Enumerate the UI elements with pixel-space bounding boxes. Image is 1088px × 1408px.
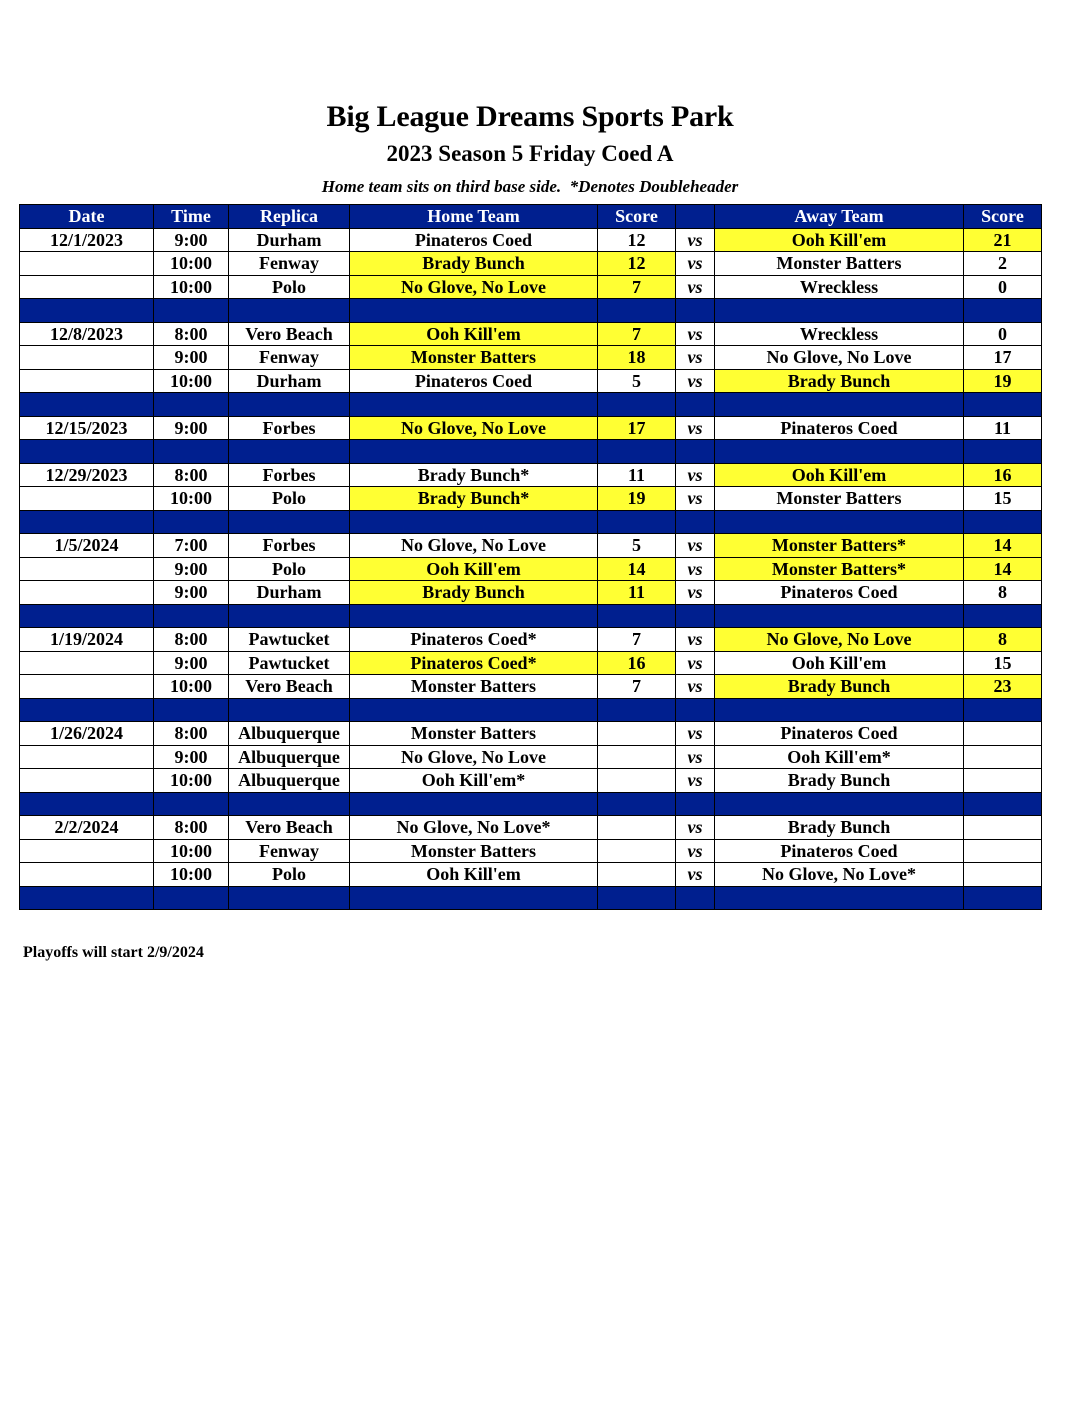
spacer-row [20,886,1042,910]
spacer-cell [154,299,229,323]
game-row [20,722,1042,746]
date-cell [20,863,154,887]
home-team-cell: Brady Bunch* [350,463,598,487]
home-score-cell: 16 [598,651,676,675]
replica-cell: Fenway [229,839,350,863]
game-row [20,745,1042,769]
spacer-cell [964,299,1042,323]
time-cell: 10:00 [154,369,229,393]
home-score-cell [598,769,676,793]
spacer-cell [598,792,676,816]
away-score-cell: 23 [964,675,1042,699]
spacer-cell [964,604,1042,628]
date-cell: 1/26/2024 [20,722,154,746]
home-team-cell: Brady Bunch [350,252,598,276]
home-team-cell: Brady Bunch [350,581,598,605]
spacer-cell [154,510,229,534]
away-score-cell: 14 [964,534,1042,558]
col-header-home-team: Home Team [350,205,598,229]
game-row [20,487,1042,511]
game-row [20,275,1042,299]
spacer-cell [154,886,229,910]
spacer-cell [154,440,229,464]
vs-cell: vs [676,346,715,370]
date-cell: 1/5/2024 [20,534,154,558]
header-row [20,205,1042,229]
vs-cell: vs [676,816,715,840]
time-cell: 9:00 [154,581,229,605]
col-header-away-score: Score [964,205,1042,229]
game-row [20,557,1042,581]
spacer-cell [715,604,964,628]
col-header-replica: Replica [229,205,350,229]
away-score-cell: 15 [964,487,1042,511]
away-score-cell: 17 [964,346,1042,370]
replica-cell: Polo [229,557,350,581]
vs-cell: vs [676,534,715,558]
home-team-cell: Ooh Kill'em [350,863,598,887]
away-score-cell: 11 [964,416,1042,440]
spacer-cell [20,393,154,417]
vs-cell: vs [676,228,715,252]
page-subtitle: 2023 Season 5 Friday Coed A [386,141,674,166]
home-team-cell: Pinateros Coed* [350,651,598,675]
time-cell: 10:00 [154,252,229,276]
home-score-cell: 7 [598,322,676,346]
home-team-cell: No Glove, No Love [350,534,598,558]
spacer-cell [598,886,676,910]
away-score-cell [964,769,1042,793]
away-team-cell: Brady Bunch [715,769,964,793]
playoffs-footer: Playoffs will start 2/9/2024 [23,944,204,961]
home-team-cell: Monster Batters [350,346,598,370]
spacer-cell [715,698,964,722]
home-score-cell: 11 [598,463,676,487]
vs-cell: vs [676,651,715,675]
replica-cell: Albuquerque [229,722,350,746]
spacer-row [20,510,1042,534]
spacer-cell [598,393,676,417]
spacer-cell [350,440,598,464]
spacer-row [20,393,1042,417]
home-score-cell: 19 [598,487,676,511]
time-cell: 8:00 [154,722,229,746]
spacer-cell [715,440,964,464]
home-team-cell: No Glove, No Love* [350,816,598,840]
spacer-row [20,698,1042,722]
away-team-cell: Ooh Kill'em [715,651,964,675]
home-score-cell: 7 [598,275,676,299]
home-team-cell: No Glove, No Love [350,275,598,299]
vs-cell: vs [676,675,715,699]
schedule-table [19,204,1042,910]
game-row [20,534,1042,558]
away-score-cell: 0 [964,275,1042,299]
away-team-cell: Pinateros Coed [715,581,964,605]
vs-cell: vs [676,628,715,652]
replica-cell: Fenway [229,252,350,276]
vs-cell: vs [676,557,715,581]
away-score-cell [964,816,1042,840]
spacer-cell [154,393,229,417]
col-header-vs [676,205,715,229]
away-team-cell: Ooh Kill'em [715,463,964,487]
col-header-home-score: Score [598,205,676,229]
spacer-cell [964,510,1042,534]
vs-cell: vs [676,722,715,746]
spacer-cell [20,792,154,816]
replica-cell: Pawtucket [229,651,350,675]
spacer-cell [154,698,229,722]
away-team-cell: Ooh Kill'em [715,228,964,252]
date-cell: 12/8/2023 [20,322,154,346]
replica-cell: Vero Beach [229,675,350,699]
spacer-cell [229,698,350,722]
game-row [20,228,1042,252]
time-cell: 10:00 [154,275,229,299]
replica-cell: Vero Beach [229,816,350,840]
replica-cell: Polo [229,863,350,887]
home-team-cell: Monster Batters [350,675,598,699]
spacer-cell [20,886,154,910]
spacer-cell [350,299,598,323]
vs-cell: vs [676,745,715,769]
spacer-cell [715,792,964,816]
date-cell: 12/1/2023 [20,228,154,252]
home-team-cell: Pinateros Coed* [350,628,598,652]
game-row [20,252,1042,276]
time-cell: 8:00 [154,816,229,840]
spacer-cell [350,886,598,910]
game-row [20,346,1042,370]
date-cell [20,252,154,276]
date-cell [20,675,154,699]
spacer-cell [20,510,154,534]
vs-cell: vs [676,322,715,346]
home-team-cell: Ooh Kill'em [350,322,598,346]
schedule-body [20,228,1042,910]
replica-cell: Albuquerque [229,745,350,769]
home-score-cell: 11 [598,581,676,605]
home-score-cell: 12 [598,228,676,252]
home-score-cell [598,839,676,863]
home-team-cell: Ooh Kill'em [350,557,598,581]
home-score-cell: 7 [598,675,676,699]
spacer-cell [598,440,676,464]
spacer-cell [350,510,598,534]
spacer-cell [350,698,598,722]
replica-cell: Durham [229,581,350,605]
spacer-cell [676,698,715,722]
vs-cell: vs [676,839,715,863]
home-score-cell: 5 [598,534,676,558]
vs-cell: vs [676,416,715,440]
date-cell [20,487,154,511]
away-score-cell: 8 [964,628,1042,652]
vs-cell: vs [676,369,715,393]
away-score-cell [964,863,1042,887]
home-score-cell [598,722,676,746]
away-team-cell: Pinateros Coed [715,722,964,746]
time-cell: 10:00 [154,839,229,863]
date-cell [20,839,154,863]
spacer-cell [229,886,350,910]
away-team-cell: No Glove, No Love [715,628,964,652]
time-cell: 10:00 [154,487,229,511]
date-cell [20,651,154,675]
date-cell [20,769,154,793]
replica-cell: Durham [229,228,350,252]
spacer-cell [229,792,350,816]
spacer-cell [598,299,676,323]
spacer-cell [715,393,964,417]
spacer-cell [154,604,229,628]
away-team-cell: No Glove, No Love [715,346,964,370]
away-score-cell [964,745,1042,769]
game-row [20,863,1042,887]
spacer-cell [154,792,229,816]
game-row [20,769,1042,793]
spacer-cell [229,510,350,534]
home-score-cell [598,816,676,840]
replica-cell: Durham [229,369,350,393]
spacer-cell [964,393,1042,417]
home-score-cell: 7 [598,628,676,652]
replica-cell: Albuquerque [229,769,350,793]
home-team-cell: No Glove, No Love [350,745,598,769]
away-team-cell: Pinateros Coed [715,416,964,440]
spacer-row [20,299,1042,323]
col-header-date: Date [20,205,154,229]
game-row [20,839,1042,863]
date-cell [20,745,154,769]
away-team-cell: Brady Bunch [715,816,964,840]
date-cell [20,275,154,299]
game-row [20,416,1042,440]
spacer-cell [715,510,964,534]
replica-cell: Forbes [229,463,350,487]
home-team-cell: Pinateros Coed [350,228,598,252]
away-score-cell [964,839,1042,863]
away-score-cell [964,722,1042,746]
col-header-time: Time [154,205,229,229]
time-cell: 8:00 [154,322,229,346]
spacer-cell [350,393,598,417]
spacer-cell [229,299,350,323]
spacer-cell [676,792,715,816]
replica-cell: Forbes [229,534,350,558]
replica-cell: Vero Beach [229,322,350,346]
spacer-cell [676,299,715,323]
game-row [20,651,1042,675]
spacer-cell [715,299,964,323]
spacer-cell [964,698,1042,722]
away-score-cell: 14 [964,557,1042,581]
vs-cell: vs [676,252,715,276]
home-score-cell: 18 [598,346,676,370]
game-row [20,816,1042,840]
game-row [20,675,1042,699]
spacer-cell [350,604,598,628]
game-row [20,322,1042,346]
spacer-row [20,440,1042,464]
spacer-cell [350,792,598,816]
spacer-cell [715,886,964,910]
away-score-cell: 8 [964,581,1042,605]
spacer-cell [676,604,715,628]
time-cell: 8:00 [154,463,229,487]
replica-cell: Polo [229,275,350,299]
game-row [20,369,1042,393]
spacer-cell [964,440,1042,464]
home-score-cell: 12 [598,252,676,276]
spacer-cell [964,792,1042,816]
spacer-cell [229,393,350,417]
away-team-cell: Ooh Kill'em* [715,745,964,769]
date-cell [20,346,154,370]
home-team-cell: Monster Batters [350,839,598,863]
vs-cell: vs [676,581,715,605]
home-score-cell: 5 [598,369,676,393]
date-cell: 1/19/2024 [20,628,154,652]
home-score-cell: 17 [598,416,676,440]
date-cell: 12/29/2023 [20,463,154,487]
home-team-cell: Pinateros Coed [350,369,598,393]
time-cell: 9:00 [154,416,229,440]
away-team-cell: Monster Batters [715,252,964,276]
date-cell: 12/15/2023 [20,416,154,440]
away-team-cell: Monster Batters* [715,557,964,581]
spacer-row [20,604,1042,628]
replica-cell: Polo [229,487,350,511]
time-cell: 9:00 [154,228,229,252]
away-team-cell: No Glove, No Love* [715,863,964,887]
home-score-cell [598,863,676,887]
game-row [20,463,1042,487]
spacer-cell [229,440,350,464]
spacer-cell [20,440,154,464]
away-team-cell: Monster Batters* [715,534,964,558]
time-cell: 10:00 [154,863,229,887]
away-score-cell: 19 [964,369,1042,393]
schedule-note: Home team sits on third base side. *Denotes Doubleheader [321,177,739,196]
spacer-cell [229,604,350,628]
time-cell: 9:00 [154,651,229,675]
spacer-cell [676,440,715,464]
date-cell [20,581,154,605]
away-team-cell: Brady Bunch [715,369,964,393]
away-score-cell: 15 [964,651,1042,675]
away-score-cell: 21 [964,228,1042,252]
away-score-cell: 2 [964,252,1042,276]
game-row [20,581,1042,605]
spacer-cell [598,604,676,628]
away-score-cell: 0 [964,322,1042,346]
replica-cell: Fenway [229,346,350,370]
replica-cell: Pawtucket [229,628,350,652]
home-score-cell: 14 [598,557,676,581]
spacer-cell [676,886,715,910]
spacer-cell [598,510,676,534]
time-cell: 9:00 [154,557,229,581]
vs-cell: vs [676,463,715,487]
time-cell: 9:00 [154,745,229,769]
spacer-cell [20,604,154,628]
time-cell: 8:00 [154,628,229,652]
replica-cell: Forbes [229,416,350,440]
time-cell: 10:00 [154,769,229,793]
spacer-cell [676,393,715,417]
date-cell: 2/2/2024 [20,816,154,840]
home-team-cell: Ooh Kill'em* [350,769,598,793]
spacer-cell [20,299,154,323]
spacer-row [20,792,1042,816]
away-score-cell: 16 [964,463,1042,487]
page-title: Big League Dreams Sports Park [326,100,734,133]
away-team-cell: Wreckless [715,275,964,299]
vs-cell: vs [676,769,715,793]
vs-cell: vs [676,487,715,511]
away-team-cell: Pinateros Coed [715,839,964,863]
vs-cell: vs [676,863,715,887]
time-cell: 7:00 [154,534,229,558]
home-team-cell: Brady Bunch* [350,487,598,511]
away-team-cell: Wreckless [715,322,964,346]
away-team-cell: Brady Bunch [715,675,964,699]
away-team-cell: Monster Batters [715,487,964,511]
spacer-cell [20,698,154,722]
col-header-away-team: Away Team [715,205,964,229]
home-score-cell [598,745,676,769]
date-cell [20,369,154,393]
spacer-cell [676,510,715,534]
home-team-cell: No Glove, No Love [350,416,598,440]
home-team-cell: Monster Batters [350,722,598,746]
spacer-cell [964,886,1042,910]
date-cell [20,557,154,581]
vs-cell: vs [676,275,715,299]
time-cell: 10:00 [154,675,229,699]
spacer-cell [598,698,676,722]
game-row [20,628,1042,652]
time-cell: 9:00 [154,346,229,370]
